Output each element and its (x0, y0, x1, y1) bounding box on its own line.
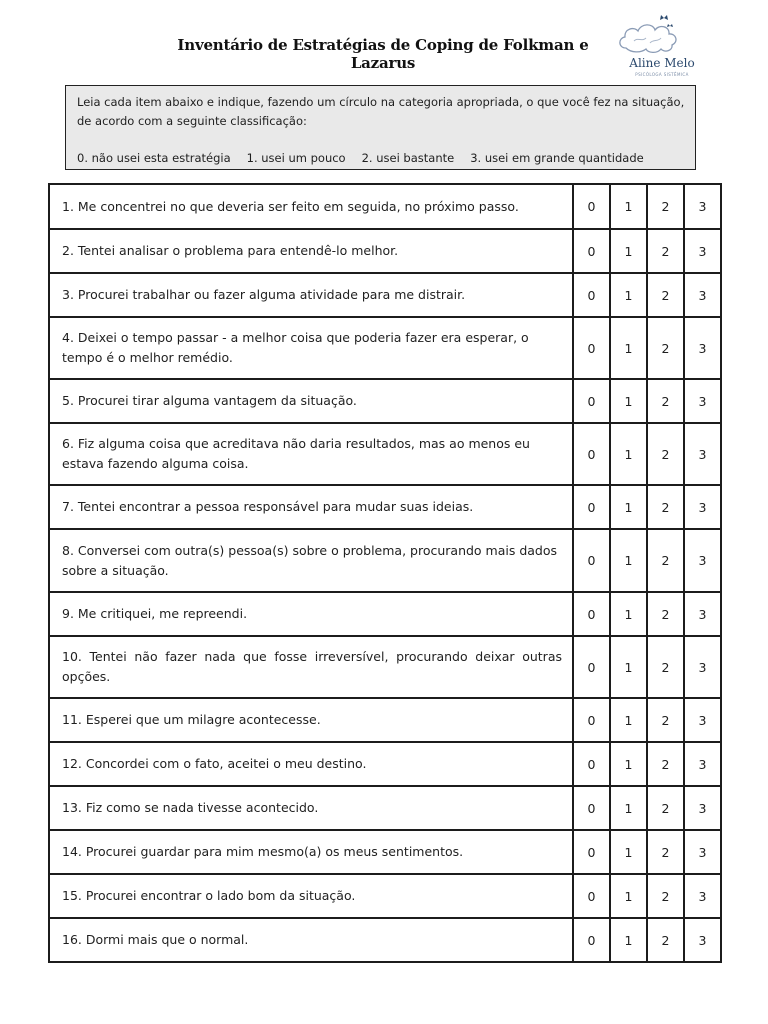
item-statement: 1. Me concentrei no que deveria ser feito em seguida, no próximo passo. (49, 184, 573, 229)
scale-option-2[interactable]: 2 (647, 379, 684, 423)
scale-option-2[interactable]: 2 (647, 273, 684, 317)
scale-option-2[interactable]: 2 (647, 636, 684, 698)
scale-option-0[interactable]: 0 (573, 830, 610, 874)
table-row (49, 918, 721, 962)
scale-option-3[interactable]: 3 (684, 423, 721, 485)
scale-option-3[interactable]: 3 (684, 317, 721, 379)
item-statement: 16. Dormi mais que o normal. (49, 918, 573, 962)
item-statement: 6. Fiz alguma coisa que acreditava não daria resultados, mas ao menos eu estava fazendo alguma coisa. (49, 423, 573, 485)
scale-option-3[interactable]: 3 (684, 184, 721, 229)
scale-option-1[interactable]: 1 (610, 698, 647, 742)
scale-option-2[interactable]: 2 (647, 742, 684, 786)
page-title: Inventário de Estratégias de Coping de Folkman e Lazarus (177, 36, 589, 72)
scale-option-1[interactable]: 1 (610, 273, 647, 317)
scale-option-1[interactable]: 1 (610, 529, 647, 592)
scale-option-1[interactable]: 1 (610, 742, 647, 786)
scale-option-3[interactable]: 3 (684, 830, 721, 874)
brand-logo (612, 14, 712, 80)
scale-option-3[interactable]: 3 (684, 918, 721, 962)
legend-option-3: 3. usei em grande quantidade (470, 151, 644, 165)
scale-option-1[interactable]: 1 (610, 636, 647, 698)
scale-option-3[interactable]: 3 (684, 636, 721, 698)
logo-subtitle: PSICÓLOGA SISTÊMICA (635, 72, 689, 77)
table-row (49, 698, 721, 742)
item-statement: 8. Conversei com outra(s) pessoa(s) sobre o problema, procurando mais dados sobre a situação. (49, 529, 573, 592)
item-statement: 13. Fiz como se nada tivesse acontecido. (49, 786, 573, 830)
scale-option-1[interactable]: 1 (610, 485, 647, 529)
scale-option-3[interactable]: 3 (684, 485, 721, 529)
item-statement: 2. Tentei analisar o problema para entendê-lo melhor. (49, 229, 573, 273)
scale-option-2[interactable]: 2 (647, 592, 684, 636)
item-statement: 11. Esperei que um milagre acontecesse. (49, 698, 573, 742)
scale-option-1[interactable]: 1 (610, 184, 647, 229)
scale-option-1[interactable]: 1 (610, 379, 647, 423)
scale-option-2[interactable]: 2 (647, 918, 684, 962)
instructions-box (65, 85, 696, 170)
table-row (49, 529, 721, 592)
table-row (49, 317, 721, 379)
item-statement: 9. Me critiquei, me repreendi. (49, 592, 573, 636)
scale-option-2[interactable]: 2 (647, 485, 684, 529)
scale-option-0[interactable]: 0 (573, 742, 610, 786)
scale-option-0[interactable]: 0 (573, 423, 610, 485)
scale-option-0[interactable]: 0 (573, 874, 610, 918)
scale-option-0[interactable]: 0 (573, 184, 610, 229)
table-row (49, 229, 721, 273)
scale-option-3[interactable]: 3 (684, 379, 721, 423)
scale-option-1[interactable]: 1 (610, 423, 647, 485)
legend-option-0: 0. não usei esta estratégia (77, 151, 231, 165)
scale-option-0[interactable]: 0 (573, 636, 610, 698)
table-row (49, 874, 721, 918)
coping-items-table (48, 183, 722, 963)
scale-option-0[interactable]: 0 (573, 229, 610, 273)
scale-option-3[interactable]: 3 (684, 698, 721, 742)
table-row (49, 273, 721, 317)
table-row (49, 592, 721, 636)
scale-option-1[interactable]: 1 (610, 874, 647, 918)
scale-option-3[interactable]: 3 (684, 592, 721, 636)
legend-option-2: 2. usei bastante (361, 151, 455, 165)
scale-option-0[interactable]: 0 (573, 918, 610, 962)
scale-option-2[interactable]: 2 (647, 529, 684, 592)
scale-option-1[interactable]: 1 (610, 830, 647, 874)
legend-option-1: 1. usei um pouco (246, 151, 346, 165)
scale-option-1[interactable]: 1 (610, 918, 647, 962)
butterfly-icon (612, 14, 712, 58)
scale-option-1[interactable]: 1 (610, 786, 647, 830)
scale-option-2[interactable]: 2 (647, 830, 684, 874)
scale-option-0[interactable]: 0 (573, 698, 610, 742)
scale-option-3[interactable]: 3 (684, 529, 721, 592)
scale-option-2[interactable]: 2 (647, 786, 684, 830)
item-statement: 15. Procurei encontrar o lado bom da situação. (49, 874, 573, 918)
table-row (49, 423, 721, 485)
scale-legend (77, 149, 685, 168)
scale-option-3[interactable]: 3 (684, 786, 721, 830)
item-statement: 14. Procurei guardar para mim mesmo(a) os meus sentimentos. (49, 830, 573, 874)
scale-option-3[interactable]: 3 (684, 273, 721, 317)
table-row (49, 379, 721, 423)
scale-option-0[interactable]: 0 (573, 786, 610, 830)
table-row (49, 830, 721, 874)
table-row (49, 485, 721, 529)
item-statement: 7. Tentei encontrar a pessoa responsável para mudar suas ideias. (49, 485, 573, 529)
scale-option-1[interactable]: 1 (610, 592, 647, 636)
scale-option-2[interactable]: 2 (647, 874, 684, 918)
scale-option-2[interactable]: 2 (647, 423, 684, 485)
scale-option-3[interactable]: 3 (684, 742, 721, 786)
table-row (49, 742, 721, 786)
logo-name: Aline Melo (629, 56, 695, 70)
scale-option-3[interactable]: 3 (684, 874, 721, 918)
item-statement: 5. Procurei tirar alguma vantagem da situação. (49, 379, 573, 423)
item-statement: 3. Procurei trabalhar ou fazer alguma atividade para me distrair. (49, 273, 573, 317)
scale-option-0[interactable]: 0 (573, 592, 610, 636)
item-statement: 10. Tentei não fazer nada que fosse irreversível, procurando deixar outras opções. (49, 636, 573, 698)
scale-option-2[interactable]: 2 (647, 229, 684, 273)
scale-option-0[interactable]: 0 (573, 529, 610, 592)
items-body (49, 184, 721, 962)
scale-option-1[interactable]: 1 (610, 229, 647, 273)
scale-option-0[interactable]: 0 (573, 485, 610, 529)
scale-option-2[interactable]: 2 (647, 698, 684, 742)
scale-option-3[interactable]: 3 (684, 229, 721, 273)
table-row (49, 786, 721, 830)
scale-option-2[interactable]: 2 (647, 317, 684, 379)
scale-option-0[interactable]: 0 (573, 273, 610, 317)
scale-option-2[interactable]: 2 (647, 184, 684, 229)
instructions-text: Leia cada item abaixo e indique, fazendo um círculo na categoria apropriada, o que você fez na situação, de acordo com a seguinte classificação: (77, 95, 685, 128)
scale-option-0[interactable]: 0 (573, 379, 610, 423)
table-row (49, 636, 721, 698)
item-statement: 12. Concordei com o fato, aceitei o meu destino. (49, 742, 573, 786)
scale-option-0[interactable]: 0 (573, 317, 610, 379)
item-statement: 4. Deixei o tempo passar - a melhor coisa que poderia fazer era esperar, o tempo é o melhor remédio. (49, 317, 573, 379)
scale-option-1[interactable]: 1 (610, 317, 647, 379)
table-row (49, 184, 721, 229)
